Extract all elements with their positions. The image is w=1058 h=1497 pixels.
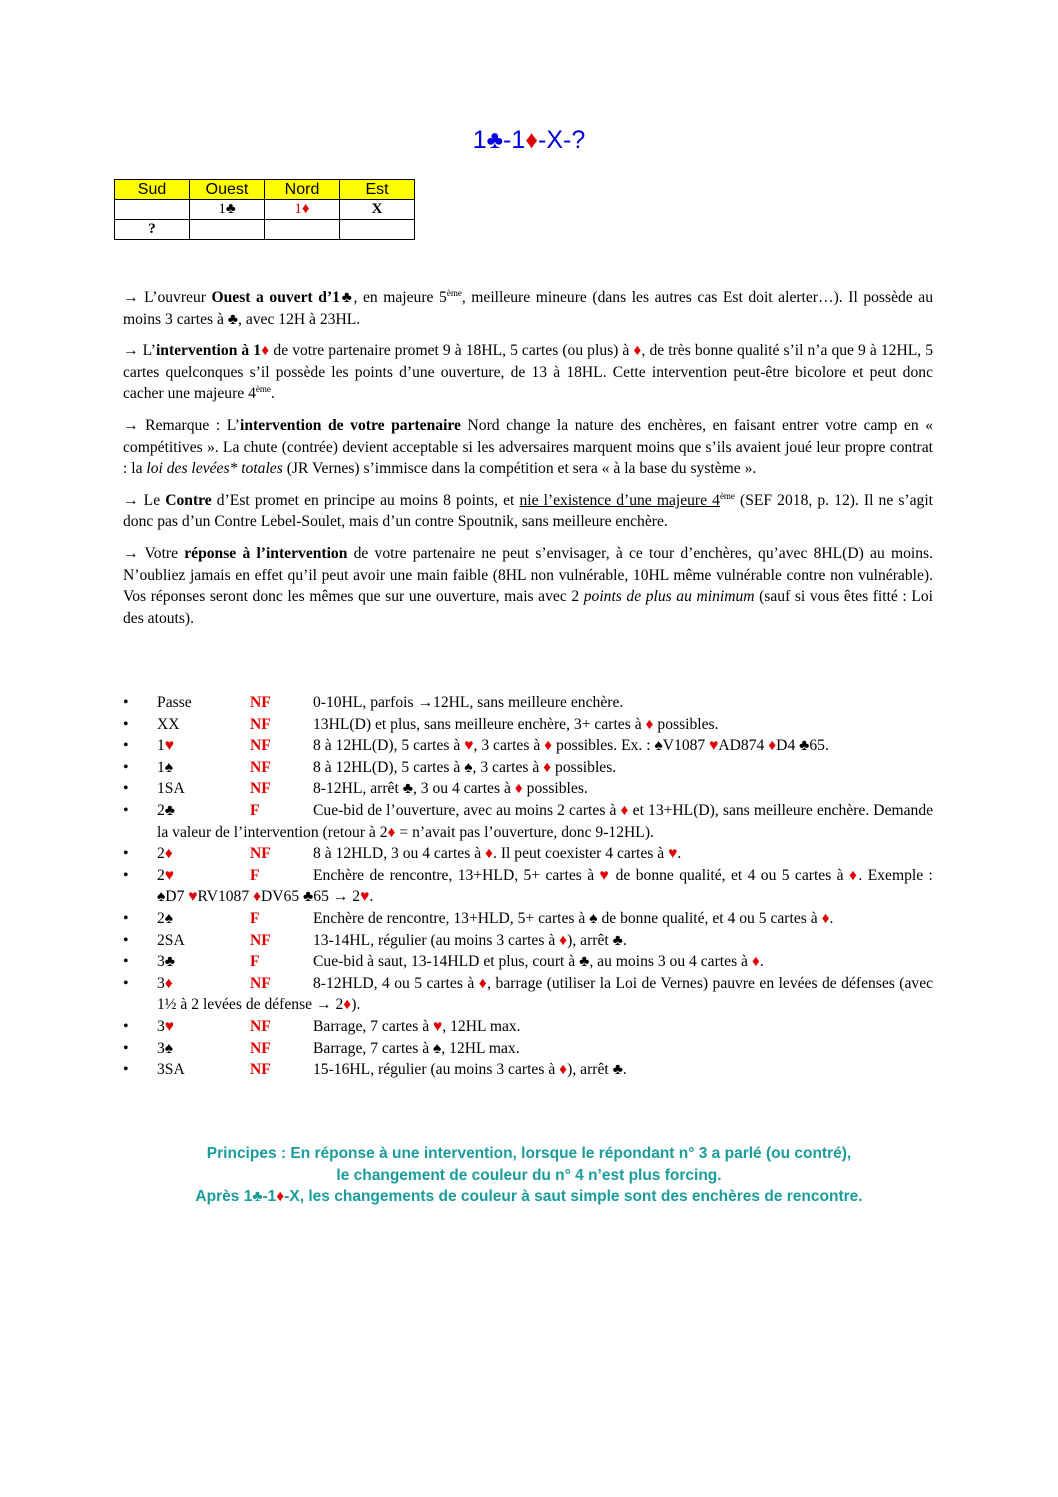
response-description: 15-16HL, régulier (au moins 3 cartes à ♦), arrêt ♣. — [313, 1061, 627, 1079]
principle-line: Après 1♣-1♦-X, les changements de couleur à saut simple sont des enchères de rencontre. — [195, 1188, 863, 1205]
response-bid: 3♦ — [157, 974, 173, 992]
response-item — [123, 908, 933, 930]
response-item — [123, 1016, 933, 1038]
response-item — [123, 930, 933, 952]
bid-cell: ? — [115, 220, 190, 240]
response-description: Enchère de rencontre, 13+HLD, 5+ cartes à ♥ de bonne qualité, et 4 ou 5 cartes à ♦. Exemple : ♠D7 ♥RV1087 ♦DV65 ♣65 → 2♥. — [157, 866, 933, 906]
response-description: Cue-bid à saut, 13-14HLD et plus, court à ♣, au moins 3 ou 4 cartes à ♦. — [313, 953, 764, 971]
club-icon: ♣ — [486, 126, 504, 154]
bullet-icon: • — [123, 845, 129, 863]
bid-cell: 1♣ — [190, 200, 265, 220]
response-bid: 2♦ — [157, 845, 173, 863]
bullet-icon: • — [123, 1061, 129, 1079]
response-bid: 3SA — [157, 1061, 185, 1079]
bullet-icon: • — [123, 801, 129, 819]
bid-cell — [115, 200, 190, 220]
response-item — [123, 1038, 933, 1060]
bullet-icon: • — [123, 931, 129, 949]
response-description: 0-10HL, parfois →12HL, sans meilleure enchère. — [313, 694, 624, 711]
bid-cell — [190, 220, 265, 240]
response-forcing: F — [250, 801, 260, 819]
response-bid: 2♠ — [157, 909, 174, 927]
response-item — [123, 951, 933, 973]
response-description: 8 à 12HL(D), 5 cartes à ♠, 3 cartes à ♦ possibles. — [313, 758, 617, 776]
header-est: Est — [340, 180, 415, 200]
bid-cell — [265, 220, 340, 240]
response-item — [123, 778, 933, 800]
paragraph-opening: → L’ouvreur Ouest a ouvert d’1♣, en majeure 5ème, meilleure mineure (dans les autres cas Est doit alerter…). Il possède au moins 3 cartes à ♣, avec 12H à 23HL. — [123, 287, 933, 328]
bullet-icon: • — [123, 974, 129, 992]
response-forcing: F — [250, 909, 260, 927]
response-description: 13HL(D) et plus, sans meilleure enchère, 3+ cartes à ♦ possibles. — [313, 715, 719, 733]
response-description: 8 à 12HLD, 3 ou 4 cartes à ♦. Il peut coexister 4 cartes à ♥. — [313, 845, 682, 863]
header-nord: Nord — [265, 180, 340, 200]
response-description: 8-12HL, arrêt ♣, 3 ou 4 cartes à ♦ possibles. — [313, 780, 588, 798]
response-item — [123, 800, 933, 843]
response-description: Barrage, 7 cartes à ♥, 12HL max. — [313, 1017, 521, 1035]
response-forcing: NF — [250, 694, 271, 711]
response-bid: 1SA — [157, 780, 185, 798]
response-description: 8-12HLD, 4 ou 5 cartes à ♦, barrage (utiliser la Loi de Vernes) pauvre en levées de défenses (avec 1½ à 2 levées de défense → 2♦). — [157, 974, 934, 1014]
response-bid: 1♠ — [157, 758, 174, 776]
bid-cell: X — [340, 200, 415, 220]
response-bid: 1♥ — [157, 737, 175, 755]
principles — [0, 1143, 1058, 1208]
response-description: 13-14HL, régulier (au moins 3 cartes à ♦), arrêt ♣. — [313, 931, 627, 949]
response-bid: 3♥ — [157, 1017, 175, 1035]
response-forcing: NF — [250, 715, 271, 733]
response-forcing: F — [250, 953, 260, 971]
response-item — [123, 865, 933, 908]
response-item — [123, 735, 933, 757]
response-bid: 3♠ — [157, 1039, 174, 1057]
bid-cell — [340, 220, 415, 240]
response-forcing: NF — [250, 931, 271, 949]
response-forcing: NF — [250, 780, 271, 798]
response-description: Cue-bid de l’ouverture, avec au moins 2 cartes à ♦ et 13+HL(D), sans meilleure enchère. Demande la valeur de l’intervention (retour à 2♦ = n’avait pas l’ouverture, donc 9-12HL). — [157, 801, 934, 841]
response-item — [123, 1059, 933, 1081]
response-forcing: NF — [250, 845, 271, 863]
page-title: 1♣-1♦-X-? — [472, 126, 586, 154]
response-forcing: NF — [250, 1039, 271, 1057]
bullet-icon: • — [123, 715, 129, 733]
bullet-icon: • — [123, 953, 129, 971]
principle-line: le changement de couleur du n° 4 n’est plus forcing. — [336, 1166, 722, 1184]
bidding-table — [114, 179, 415, 240]
bullet-icon: • — [123, 694, 129, 711]
header-ouest: Ouest — [190, 180, 265, 200]
response-bid: Passe — [157, 694, 192, 711]
response-description: Barrage, 7 cartes à ♠, 12HL max. — [313, 1039, 520, 1057]
response-forcing: NF — [250, 758, 271, 776]
response-bid: 2SA — [157, 931, 185, 949]
response-description: 8 à 12HL(D), 5 cartes à ♥, 3 cartes à ♦ possibles. Ex. : ♠V1087 ♥AD874 ♦D4 ♣65. — [313, 737, 829, 755]
explanation-paragraphs — [123, 287, 933, 639]
bullet-icon: • — [123, 737, 129, 755]
paragraph-intervention: → L’intervention à 1♦ de votre partenaire promet 9 à 18HL, 5 cartes (ou plus) à ♦, de très bonne qualité s’il n’a que 9 à 12HL, 5 cartes quelconques s’il possède les points d’une ouverture, de 13 à 18HL. Cette intervention peut-être bicolore et peut donc cacher une majeure 4ème. — [123, 342, 933, 403]
header-sud: Sud — [115, 180, 190, 200]
response-item — [123, 843, 933, 865]
response-description: Enchère de rencontre, 13+HLD, 5+ cartes à ♠ de bonne qualité, et 4 ou 5 cartes à ♦. — [313, 909, 834, 927]
principle-line: Principes : En réponse à une intervention, lorsque le répondant n° 3 a parlé (ou contré), — [206, 1145, 852, 1162]
bullet-icon: • — [123, 758, 129, 776]
response-item — [123, 757, 933, 779]
bullet-icon: • — [123, 1039, 129, 1057]
response-item — [123, 692, 933, 714]
response-forcing: NF — [250, 1017, 271, 1035]
responses-list — [123, 692, 933, 1081]
diamond-icon: ♦ — [525, 126, 539, 154]
paragraph-remark: → Remarque : L’intervention de votre partenaire Nord change la nature des enchères, en faisant entrer votre camp en « compétitives ». La chute (contrée) devient acceptable si les adversaires marquent moins que s’ils avaient joué leur propre contrat : la loi des levées* totales (JR Vernes) s’immisce dans la compétition et sera « à la base du système ». — [123, 416, 933, 478]
bullet-icon: • — [123, 909, 129, 927]
response-forcing: NF — [250, 737, 271, 755]
response-item — [123, 714, 933, 736]
bullet-icon: • — [123, 866, 129, 884]
response-bid: 2♣ — [157, 801, 176, 819]
bullet-icon: • — [123, 1017, 129, 1035]
bid-cell: 1♦ — [265, 200, 340, 220]
response-bid: 2♥ — [157, 866, 175, 884]
response-bid: XX — [157, 715, 180, 733]
response-forcing: NF — [250, 1061, 271, 1079]
bullet-icon: • — [123, 780, 129, 798]
response-item — [123, 973, 933, 1016]
response-bid: 3♣ — [157, 953, 176, 971]
paragraph-response: → Votre réponse à l’intervention de votre partenaire ne peut s’envisager, à ce tour d’enchères, qu’avec 8HL(D) au moins. N’oubliez jamais en effet qu’il peut avoir une main faible (8HL non vulnérable, 10HL même vulnérable contre non vulnérable). Vos réponses seront donc les mêmes que sur une ouverture, mais avec 2 points de plus au minimum (sauf si vous êtes fitté : Loi des atouts). — [123, 544, 933, 627]
paragraph-contre: → Le Contre d’Est promet en principe au moins 8 points, et nie l’existence d’une majeure 4ème (SEF 2018, p. 12). Il ne s’agit donc pas d’un Contre Lebel-Soulet, mais d’un contre Spoutnik, sans meilleure enchère. — [123, 490, 933, 531]
response-forcing: F — [250, 866, 260, 884]
response-forcing: NF — [250, 974, 271, 992]
